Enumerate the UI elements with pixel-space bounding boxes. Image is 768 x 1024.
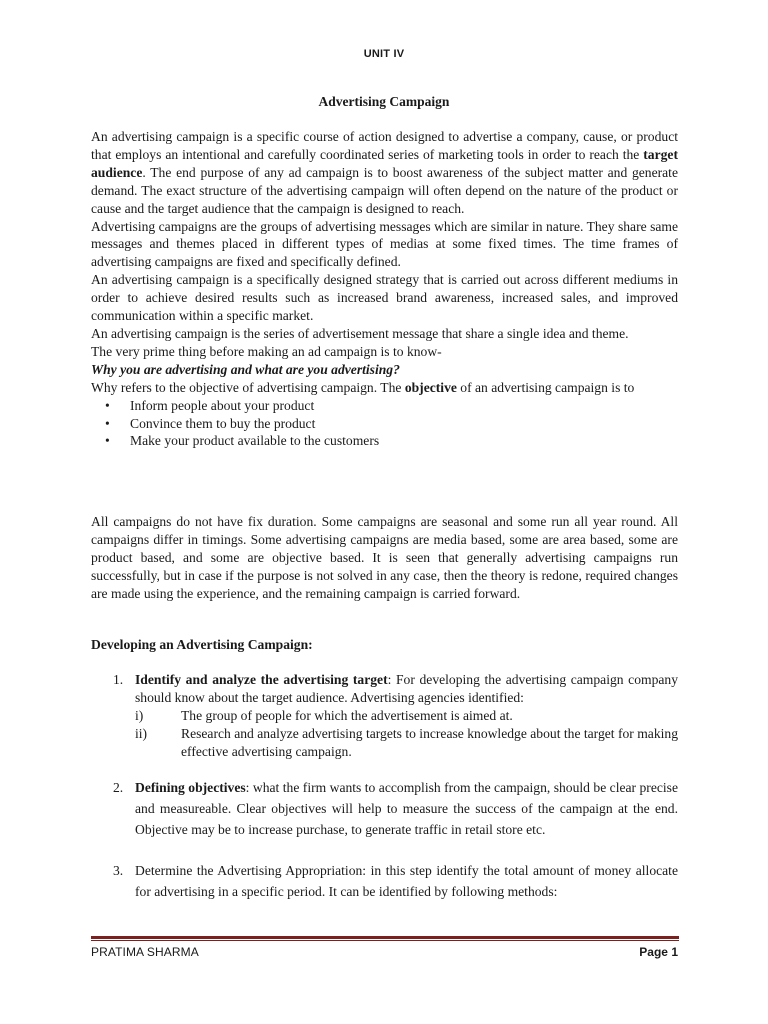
list-item [91,432,678,450]
objective-term: objective [404,379,457,395]
duration-paragraph: All campaigns do not have fix duration. Some campaigns are seasonal and some run all year round. All campaigns differ in timings. Some advertising campaigns are media based, some are area based, some are product based, and some are objective based. It is seen that generally advertising campaigns run successfully, but in case if the purpose is not solved in any case, then the theory is redone, required changes are made using the experience, and the remaining campaign is carried forward. [91,514,678,601]
bullet-icon: • [105,397,110,413]
subitem-1 [135,707,678,725]
objective-paragraph-text-b: of an advertising campaign is to [456,379,635,395]
list-item [91,397,678,415]
item-number: 2. [113,780,124,795]
intro-paragraph-4: An advertising campaign is the series of advertisement message that share a single idea and theme. [91,325,629,341]
numbered-item-2-body [91,777,678,840]
item-text: : what the firm wants to accomplish from the campaign, should be clear precise and measureable. Clear objectives will help to measure the success of the campaign at the end. Objective may be to increase purchase, to generate traffic in retail store etc. [135,780,679,837]
page-number: Page 1 [639,945,678,959]
item-number: 1. [113,672,124,687]
item-text: : For developing the advertising campaign company should know about the target audience. Advertising agencies identified: [135,672,678,705]
bullet-text: Make your product available to the customers [130,433,380,449]
bullet-icon: • [105,433,110,449]
objective-bullet-list [91,397,678,451]
item-bold-lead: Identify and analyze the advertising target [135,672,388,687]
target-audience-term: target audience [91,146,678,180]
key-question [91,361,678,379]
subitem-number: i) [135,707,144,723]
key-question-text: Why you are advertising and what are you advertising? [91,361,400,377]
objective-paragraph-text-a: Why refers to the objective of advertising campaign. The [91,379,405,395]
bullet-text: Inform people about your product [130,397,315,413]
section-heading: Developing an Advertising Campaign: [91,637,313,652]
list-item [91,415,678,433]
intro-paragraph-5: The very prime thing before making an ad campaign is to know- [91,343,442,359]
item-number: 3. [113,863,124,878]
subitem-text: The group of people for which the advertisement is aimed at. [181,707,513,723]
objective-paragraph [91,379,678,397]
page-title: Advertising Campaign [318,94,450,109]
intro-paragraph-3: An advertising campaign is a specifically designed strategy that is carried out across different mediums in order to achieve desired results such as increased brand awareness, increased sales, and improved communication within a specific market. [91,272,678,324]
subitem-2 [135,725,678,761]
numbered-item-1 [91,671,678,761]
numbered-item-2 [91,777,678,840]
intro-paragraph-1 [91,128,678,218]
unit-label: UNIT IV [363,48,405,60]
intro-paragraph-2: Advertising campaigns are the groups of advertising messages which are similar in nature. They share same messages and themes placed in different types of medias at some fixed times. The time frames of advertising campaigns are fixed and specifically defined. [91,218,678,270]
intro-paragraph-1-text-b: . The end purpose of any ad campaign is to boost awareness of the subject matter and generate demand. The exact structure of the advertising campaign will often depend on the nature of the product or cause and the target audience that the campaign is designed to reach. [91,164,678,216]
numbered-item-1-body [91,671,678,761]
intro-section [91,128,678,450]
item-bold-lead: Defining objectives [135,780,246,795]
footer-rule-thin [91,940,679,941]
footer-author: PRATIMA SHARMA [91,945,199,959]
intro-paragraph-1-text-a: An advertising campaign is a specific course of action designed to advertise a company, cause, or product that employs an intentional and carefully coordinated series of marketing tools in order to reach the [91,129,678,162]
item-text: Determine the Advertising Appropriation: in this step identify the total amount of money allocate for advertising in a specific period. It can be identified by following methods: [135,863,678,899]
subitem-text: Research and analyze advertising targets to increase knowledge about the target for making effective advertising campaign. [181,725,678,759]
numbered-item-3-body [91,860,678,902]
bullet-icon: • [105,415,110,431]
numbered-item-3 [91,860,678,902]
bullet-text: Convince them to buy the product [130,415,316,431]
subitem-number: ii) [135,725,148,741]
footer-rule-thick [91,936,679,939]
duration-section [91,513,678,603]
